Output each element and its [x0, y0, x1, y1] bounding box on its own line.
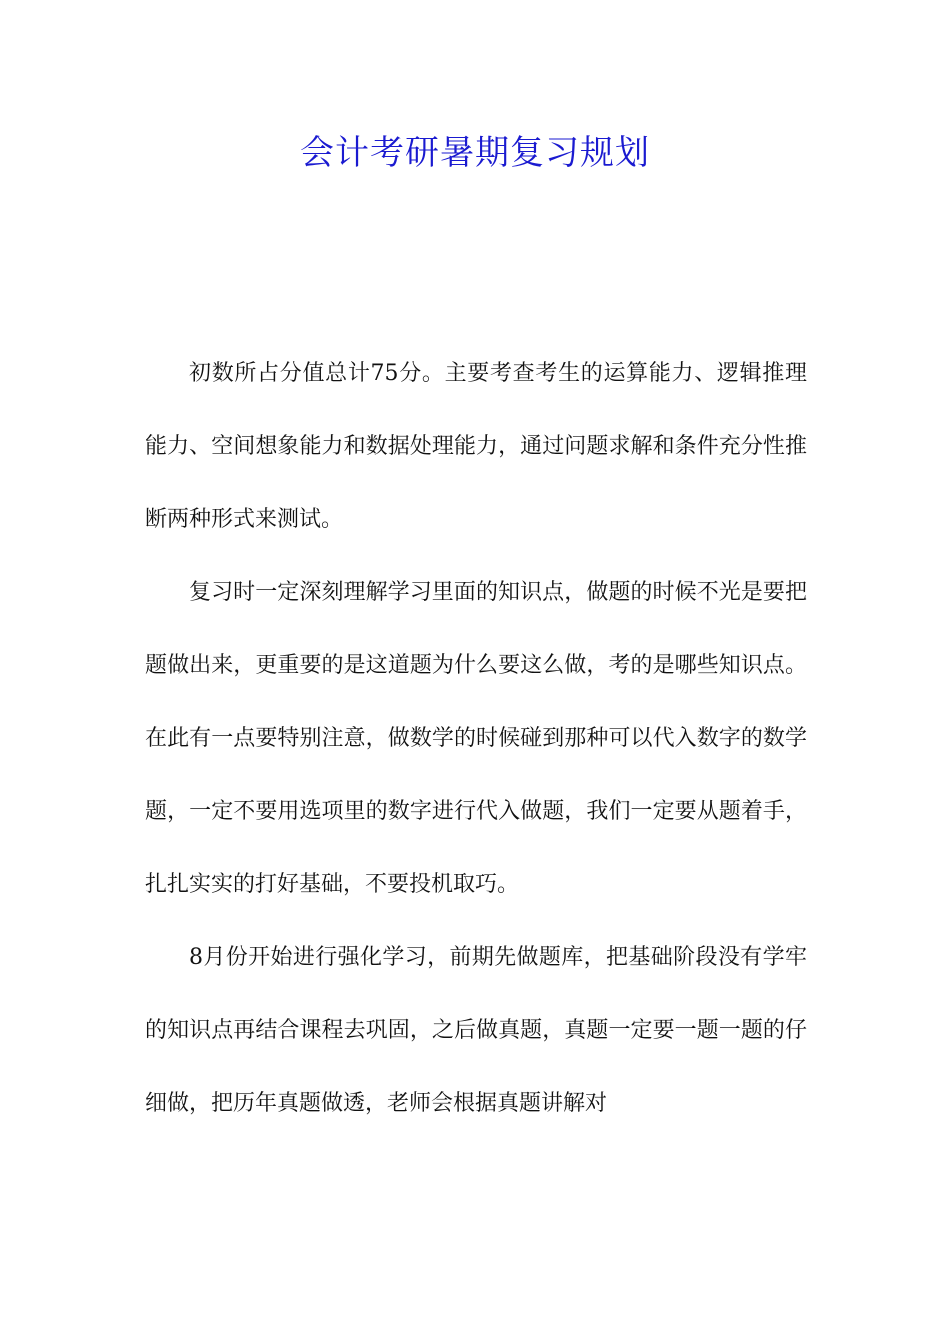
paragraph-2: 复习时一定深刻理解学习里面的知识点，做题的时候不光是要把题做出来，更重要的是这道题为什么要这么做，考的是哪些知识点。在此有一点要特别注意，做数学的时候碰到那种可以代入数字的数学题，一定不要用选项里的数字进行代入做题，我们一定要从题着手，扎扎实实的打好基础，不要投机取巧。 [145, 580, 807, 897]
document-title: 会计考研暑期复习规划 [300, 133, 650, 173]
document-body [145, 337, 807, 1140]
paragraph-1: 初数所占分值总计75分。主要考查考生的运算能力、逻辑推理能力、空间想象能力和数据处理能力，通过问题求解和条件充分性推断两种形式来测试。 [145, 361, 807, 532]
paragraph-3: 8月份开始进行强化学习，前期先做题库，把基础阶段没有学牢的知识点再结合课程去巩固，之后做真题，真题一定要一题一题的仔细做，把历年真题做透，老师会根据真题讲解对 [145, 945, 807, 1116]
